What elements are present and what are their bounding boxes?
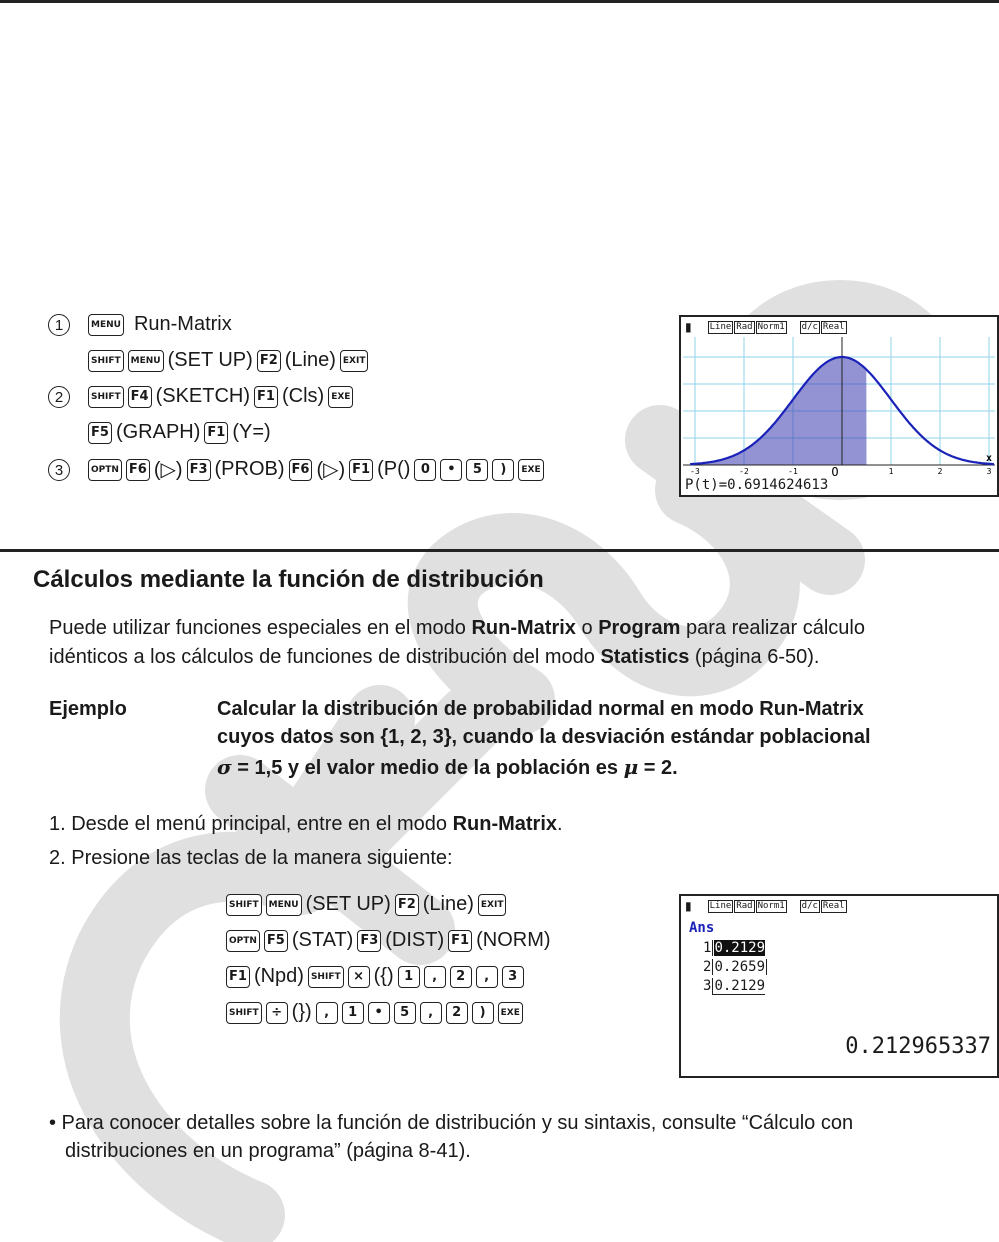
f1-key: F1 (349, 459, 373, 481)
f3-key: F3 (187, 459, 211, 481)
one-key: 1 (342, 1002, 364, 1024)
f5-key: F5 (264, 930, 288, 952)
graph-screen (679, 315, 999, 497)
shift-key: SHIFT (88, 386, 124, 408)
origin-label: O (831, 465, 839, 477)
x-axis-label: x (985, 453, 993, 464)
key-caption: (STAT) (291, 929, 354, 951)
exe-key: EXE (328, 386, 353, 408)
example-line-1: Calcular la distribución de probabilidad normal en modo Run-Matrix (217, 698, 864, 720)
f6-key: F6 (289, 459, 313, 481)
f1-key: F1 (204, 422, 228, 444)
list-item: 1 0.2129 (703, 940, 766, 956)
key-caption: (DIST) (385, 929, 445, 951)
example-label: Ejemplo (49, 698, 127, 720)
f1-key: F1 (448, 930, 472, 952)
menu-key: MENU (266, 894, 302, 916)
list-item: 2 0.2659 (703, 959, 766, 975)
key-caption: (Y=) (232, 421, 271, 443)
key-caption: (▷) (316, 459, 346, 481)
battery-icon: ▮ (685, 320, 692, 334)
key-caption: (Line) (284, 349, 336, 371)
key-caption: (}) (291, 1001, 312, 1023)
step-1-keys (86, 349, 370, 372)
comma-key: , (420, 1002, 442, 1024)
ans-result: 0.212965337 (845, 1034, 991, 1059)
x-tick: -3 (690, 467, 700, 476)
status-badge: d/c (801, 321, 818, 332)
status-badge: Line (709, 900, 732, 911)
f5-key: F5 (88, 422, 112, 444)
status-badge: Real (822, 321, 845, 332)
shift-key: SHIFT (226, 894, 262, 916)
exit-key: EXIT (478, 894, 507, 916)
three-key: 3 (502, 966, 524, 988)
step-2 (48, 385, 355, 408)
comma-key: , (476, 966, 498, 988)
step-number: 2 (48, 386, 70, 408)
step-1 (48, 313, 234, 336)
intro-line-1: Puede utilizar funciones especiales en el modo Run-Matrix o Program para realizar cálculo (49, 617, 865, 639)
key-caption: (SET UP) (167, 349, 253, 371)
status-badge: Rad (736, 900, 753, 911)
x-tick: -1 (788, 467, 798, 476)
ans-screen (679, 894, 999, 1078)
menu-key: MENU (128, 350, 164, 372)
x-tick: 3 (986, 467, 992, 476)
f2-key: F2 (395, 894, 419, 916)
f2-key: F2 (257, 350, 281, 372)
right-paren-key: ) (492, 459, 514, 481)
menu-key: MENU (88, 314, 124, 336)
status-bar (681, 896, 848, 916)
status-badge: Line (709, 321, 732, 332)
right-paren-key: ) (472, 1002, 494, 1024)
f4-key: F4 (128, 386, 152, 408)
instruction-1: 1. Desde el menú principal, entre en el modo Run-Matrix. (49, 813, 563, 835)
comma-key: , (424, 966, 446, 988)
key-caption: (Cls) (281, 385, 325, 407)
shift-key: SHIFT (226, 1002, 262, 1024)
two-key: 2 (450, 966, 472, 988)
key-caption: (GRAPH) (115, 421, 201, 443)
five-key: 5 (394, 1002, 416, 1024)
key-caption: (SET UP) (305, 893, 391, 915)
exit-key: EXIT (340, 350, 369, 372)
battery-icon: ▮ (685, 899, 692, 913)
key-caption: ({) (373, 965, 394, 987)
step-3 (48, 457, 546, 482)
x-tick: 2 (937, 467, 943, 476)
f6-key: F6 (126, 459, 150, 481)
note-line-1: • Para conocer detalles sobre la función de distribución y su sintaxis, consulte “Cálculo con (49, 1112, 854, 1134)
p-readout: P(t)=0.6914624613 (685, 477, 829, 493)
list-item: 3 0.2129 (703, 978, 766, 994)
x-tick: 1 (888, 467, 894, 476)
five-key: 5 (466, 459, 488, 481)
instruction-2: 2. Presione las teclas de la manera siguiente: (49, 847, 453, 869)
keys-row-4 (224, 1001, 525, 1024)
f1-key: F1 (226, 966, 250, 988)
status-badge: d/c (801, 900, 818, 911)
note-line-2: distribuciones en un programa” (página 8-41). (65, 1140, 471, 1162)
key-caption: (Npd) (253, 965, 304, 987)
example-line-2: cuyos datos son {1, 2, 3}, cuando la desviación estándar poblacional (217, 726, 871, 748)
step-2-keys (86, 421, 273, 444)
key-caption: (▷) (153, 459, 183, 481)
exe-key: EXE (498, 1002, 523, 1024)
shift-key: SHIFT (88, 350, 124, 372)
status-badge: Real (822, 900, 845, 911)
f1-key: F1 (254, 386, 278, 408)
key-caption: (Line) (422, 893, 474, 915)
section-rule (0, 549, 999, 552)
dot-key: • (368, 1002, 390, 1024)
one-key: 1 (398, 966, 420, 988)
ans-list (703, 939, 767, 996)
divide-key: ÷ (266, 1002, 288, 1024)
step-label: Run-Matrix (133, 313, 232, 335)
example-line-3: σ = 1,5 y el valor medio de la población es μ = 2. (217, 755, 678, 779)
comma-key: , (316, 1002, 338, 1024)
step-number: 3 (48, 459, 70, 481)
zero-key: 0 (414, 459, 436, 481)
key-caption: (P() (377, 458, 411, 480)
keys-row-2 (224, 929, 553, 952)
keys-row-1 (224, 893, 508, 916)
optn-key: OPTN (88, 459, 122, 481)
key-caption: (PROB) (214, 458, 285, 480)
optn-key: OPTN (226, 930, 260, 952)
status-badge: Norm1 (757, 900, 785, 911)
exe-key: EXE (518, 459, 543, 481)
keys-row-3 (224, 965, 526, 988)
key-caption: (SKETCH) (155, 385, 251, 407)
ans-title: Ans (689, 920, 715, 936)
status-badge: Norm1 (757, 321, 785, 332)
two-key: 2 (446, 1002, 468, 1024)
top-rule (0, 0, 999, 3)
section-title: Cálculos mediante la función de distribución (33, 566, 544, 593)
intro-line-2: idénticos a los cálculos de funciones de distribución del modo Statistics (página 6-50). (49, 646, 820, 668)
step-number: 1 (48, 314, 70, 336)
dot-key: • (440, 459, 462, 481)
shift-key: SHIFT (308, 966, 344, 988)
status-bar (681, 317, 848, 337)
status-badge: Rad (736, 321, 753, 332)
x-tick: -2 (739, 467, 749, 476)
graph-plot (683, 337, 995, 477)
key-caption: (NORM) (476, 929, 551, 951)
f3-key: F3 (357, 930, 381, 952)
times-key: × (348, 966, 370, 988)
